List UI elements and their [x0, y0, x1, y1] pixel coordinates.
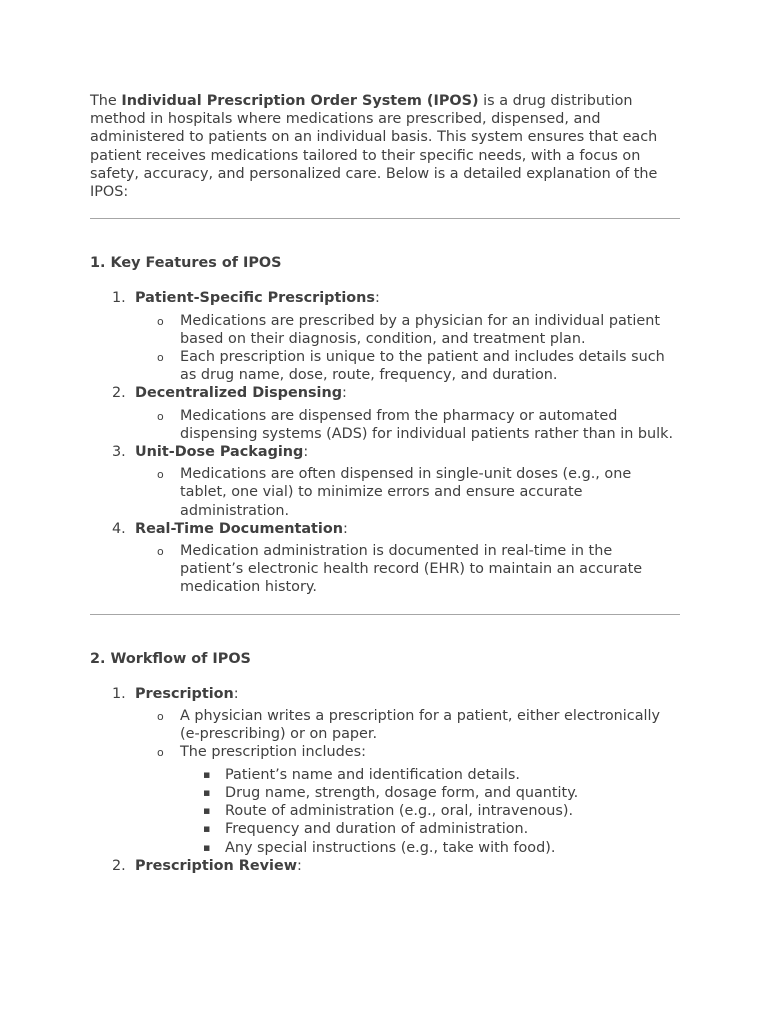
- item-title: Patient-Specific Prescriptions: [135, 290, 375, 307]
- item-number: 2.: [112, 857, 126, 874]
- item-number: 2.: [112, 385, 126, 402]
- item-number: 1.: [112, 685, 126, 702]
- intro-paragraph: [90, 92, 680, 201]
- includes-item: ▪ Any special instructions (e.g., take with food).: [203, 839, 556, 856]
- features-list: [90, 289, 680, 596]
- includes-list: [180, 766, 680, 857]
- sub-item: o The prescription includes: ▪ Patient’s name and identification details. ▪ Drug name, strength, dosage form, and quantity. ▪ Route of administration (e.g., oral, intravenous). ▪ Frequency and duration of administration. ▪ Any special instructions (e.g., take with food).: [135, 743, 680, 856]
- sub-item: o Medication administration is documented in real-time in the patient’s electronic health record (EHR) to maintain an accurate medication history.: [157, 543, 643, 596]
- includes-item: ▪ Patient’s name and identification details.: [203, 766, 520, 783]
- divider: [90, 614, 680, 615]
- includes-item: ▪ Frequency and duration of administration.: [203, 821, 529, 838]
- square-bullet-icon: ▪: [203, 840, 211, 854]
- list-item: 1. Patient-Specific Prescriptions: o Medications are prescribed by a physician for an individual patient based on their diagnosis, condition, and treatment plan. o Each prescription is unique to the patient and includes details such as drug name, dose, route, frequency, and duration.: [90, 289, 680, 384]
- sub-list: [135, 312, 680, 385]
- square-bullet-icon: ▪: [203, 785, 211, 799]
- intro-rest: is a drug distribution method in hospitals where medications are prescribed, dispensed, and administered to patients on an individual basis. This system ensures that each patient receives medications tailored to their specific needs, with a focus on safety, accuracy, and personalized care. Below is a detailed explanation of the IPOS:: [90, 93, 658, 201]
- list-item: 4. Real-Time Documentation: o Medication administration is documented in real-time in the patient’s electronic health record (EHR) to maintain an accurate medication history.: [90, 520, 680, 597]
- item-title: Real-Time Documentation: [135, 520, 343, 537]
- list-item: 2. Decentralized Dispensing: o Medications are dispensed from the pharmacy or automated dispensing systems (ADS) for individual patients rather than in bulk.: [90, 384, 680, 443]
- divider: [90, 218, 680, 219]
- item-title: Prescription: [135, 685, 234, 702]
- square-bullet-icon: ▪: [203, 822, 211, 836]
- list-item: 3. Unit-Dose Packaging: o Medications are often dispensed in single-unit doses (e.g., one tablet, one vial) to minimize errors and ensure accurate administration.: [90, 443, 680, 520]
- includes-item: ▪ Drug name, strength, dosage form, and quantity.: [203, 784, 579, 801]
- workflow-list: [90, 685, 680, 875]
- section-heading-workflow: 2. Workflow of IPOS: [90, 650, 251, 667]
- sub-item: o Medications are prescribed by a physician for an individual patient based on their diagnosis, condition, and treatment plan.: [157, 312, 661, 347]
- includes-item: ▪ Route of administration (e.g., oral, intravenous).: [203, 803, 574, 820]
- sub-list: [135, 465, 680, 520]
- item-title: Unit-Dose Packaging: [135, 444, 304, 461]
- item-number: 3.: [112, 444, 126, 461]
- circle-bullet-icon: o: [157, 314, 164, 328]
- intro-lead: The: [90, 93, 122, 109]
- item-number: 4.: [112, 520, 126, 537]
- sub-item: o Medications are dispensed from the pharmacy or automated dispensing systems (ADS) for individual patients rather than in bulk.: [157, 407, 674, 442]
- intro-strong: Individual Prescription Order System (IPOS): [121, 93, 479, 109]
- circle-bullet-icon: o: [157, 545, 164, 559]
- square-bullet-icon: ▪: [203, 767, 211, 781]
- item-title: Prescription Review: [135, 857, 297, 874]
- list-item: 2. Prescription Review:: [112, 857, 302, 874]
- document-page: [90, 92, 680, 875]
- circle-bullet-icon: o: [157, 351, 164, 365]
- circle-bullet-icon: o: [157, 746, 164, 760]
- sub-item: o A physician writes a prescription for a patient, either electronically (e-prescribing) or on paper.: [157, 708, 661, 743]
- list-item: 1. Prescription: o A physician writes a prescription for a patient, either electronically (e-prescribing) or on paper. o The prescription includes: ▪ Patient’s name and identification details. ▪ Drug name, strength, dosage form, and quantity. ▪ Route of administration (e.g., oral, intravenous). ▪ Frequency and duration of administration. ▪ Any special instructions (e.g., take with food).: [90, 685, 680, 857]
- circle-bullet-icon: o: [157, 409, 164, 423]
- sub-list: [135, 542, 680, 597]
- sub-list: [135, 407, 680, 443]
- sub-list: [135, 707, 680, 857]
- sub-item: o Medications are often dispensed in single-unit doses (e.g., one tablet, one vial) to minimize errors and ensure accurate administration.: [157, 466, 632, 519]
- item-title: Decentralized Dispensing: [135, 385, 343, 402]
- sub-item: o Each prescription is unique to the patient and includes details such as drug name, dose, route, frequency, and duration.: [157, 349, 665, 384]
- section-heading-features: 1. Key Features of IPOS: [90, 255, 282, 272]
- circle-bullet-icon: o: [157, 710, 164, 724]
- circle-bullet-icon: o: [157, 468, 164, 482]
- item-number: 1.: [112, 290, 126, 307]
- square-bullet-icon: ▪: [203, 804, 211, 818]
